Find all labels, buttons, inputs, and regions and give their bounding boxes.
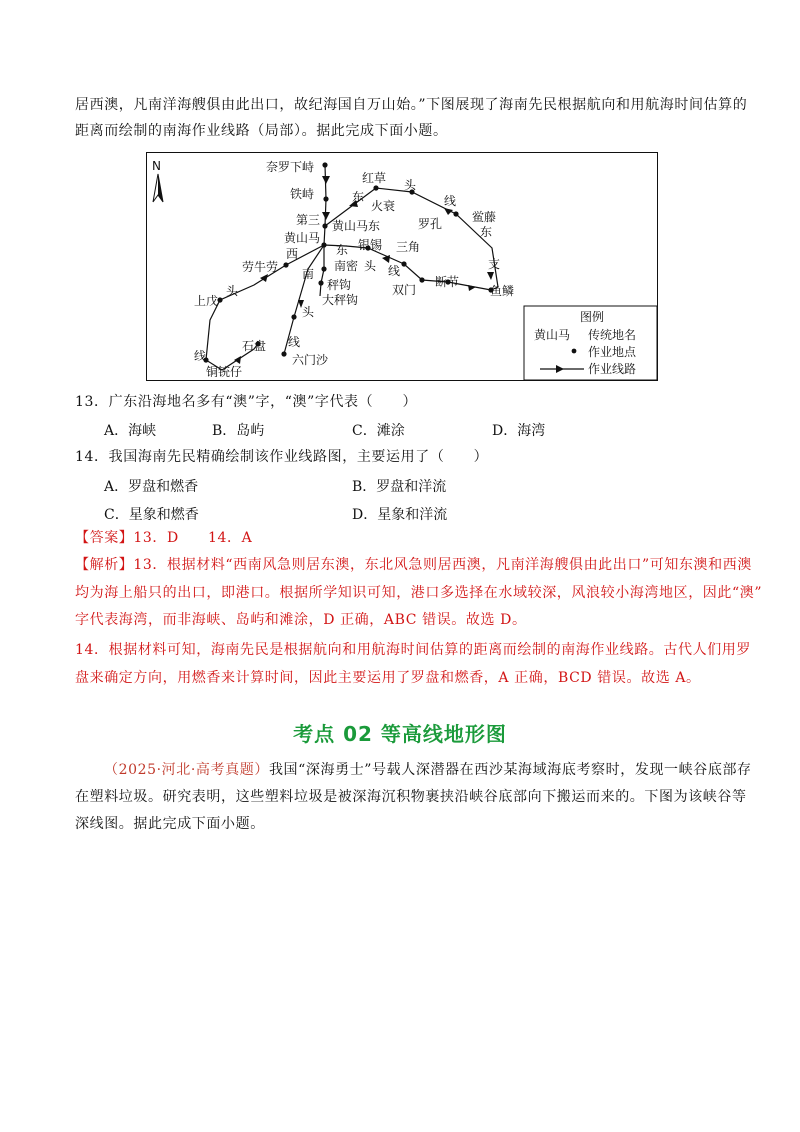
section-title: 考点 02 等高线地形图 [293,722,507,746]
route-word-xian-1: 线 [444,194,457,208]
place-duanjie: 断节 [435,275,460,289]
place-yinxi: 银锡 [358,238,383,252]
analysis-line-5: 盘来确定方向，用燃香来计算时间，因此主要运用了罗盘和燃香，A 正确，BCD 错误。故选 A。 [75,670,701,686]
route-word-xian-3: 线 [194,349,207,363]
legend-sample-name: 黄山马 [534,328,571,342]
intro-line-1: 居西澳，凡南洋海艘俱由此出口，故纪海国自万山始。”下图展现了海南先民根据航向和用航海时间估算的 [75,97,748,113]
place-sanjiao: 三角 [396,240,421,254]
q14-option-a: A．罗盘和燃香 [104,479,199,495]
place-huokou: 火衰 [371,199,396,213]
intro2-line-2: 在塑料垃圾。研究表明，这些塑料垃圾是被深海沉积物裹挟沿峡谷底部向下搬运而来的。下图为该峡谷等 [75,789,747,805]
answer-line [75,525,252,551]
legend-traditional: 传统地名 [588,328,637,342]
intro-line-2: 距离而绘制的南海作业线路（局部）。据此完成下面小题。 [75,123,448,139]
place-shipan: 石盘 [242,339,267,353]
map-legend [524,306,657,380]
north-label: N [152,159,161,173]
route-word-tou-4: 头 [302,305,315,319]
q13-stem: 13．广东沿海地名多有“澳”字，“澳”字代表（ ） [75,394,418,410]
place-nailuo: 奈罗下峙 [266,160,315,174]
place-luokong: 罗孔 [418,217,443,231]
intro2-text-1: 我国“深海勇士”号载人深潜器在西沙某海域海底考察时，发现一峡谷底部存 [268,762,752,778]
q14-stem: 14．我国海南先民精确绘制该作业线路图，主要运用了（ ） [75,449,489,465]
route-word-tou-2: 头 [364,259,377,273]
place-disan: 第三 [296,213,321,227]
intro2-line-3: 深线图。据此完成下面小题。 [75,816,265,832]
analysis-label: 【解析】 [75,557,134,573]
q14-option-b: B．罗盘和洋流 [352,479,447,495]
place-dachenggou: 大秤钩 [322,293,359,307]
intro2-source: （2025·河北·高考真题） [104,762,269,778]
q13-option-d: D．海湾 [492,423,546,439]
q13-option-c: C．滩涂 [352,423,405,439]
route-word-dong-1: 东 [352,190,365,204]
place-shuangmen: 双门 [392,283,417,297]
route-word-dong-2: 东 [480,225,493,239]
intro2-line-1 [104,757,752,783]
place-shangwu: 上戊 [194,294,219,308]
route-word-xi: 西 [286,247,299,261]
q13-option-a: A．海峡 [104,423,157,439]
analysis-line-3: 字代表海湾，而非海峡、岛屿和滩涂，D 正确，ABC 错误。故选 D。 [75,612,527,628]
place-tongtizai: 铜铳仔 [206,365,243,379]
legend-title: 图例 [580,310,605,324]
analysis-line-1 [75,552,752,578]
place-hongcao: 红草 [362,171,387,185]
place-tieshi: 铁峙 [290,187,315,201]
place-nanmi: 南密 [334,259,359,273]
q13-option-b: B．岛屿 [212,423,265,439]
route-word-tou-1: 头 [404,178,417,192]
legend-work-route: 作业线路 [588,362,637,376]
route-word-tou-3: 头 [226,284,239,298]
q14-option-c: C．星象和燃香 [104,507,199,523]
route-word-nan: 南 [302,267,315,281]
place-huangshanma: 黄山马 [284,231,321,245]
analysis-line-2: 均为海上船只的出口，即港口。根据所学知识可知，港口多选择在水域较深，风浪较小海湾地区，因此“澳” [75,585,763,601]
answer-label: 【答案】 [75,530,134,546]
place-laoniulao: 劳牛劳 [242,260,279,274]
place-liumensha: 六门沙 [292,353,329,367]
analysis-line-4: 14．根据材料可知，海南先民是根据航向和用航海时间估算的距离而绘制的南海作业线路。古代人们用罗 [75,642,752,658]
analysis-text-1: 13．根据材料“西南风急则居东澳，东北风急则居西澳，凡南洋海艘俱由此出口”可知东澳和西澳 [133,557,752,573]
place-yulin: 鱼鳞 [490,284,515,298]
place-huangshanmadong: 黄山马东 [332,219,381,233]
route-word-zhi: 支 [488,257,501,271]
place-chenggou: 秤钩 [327,278,352,292]
route-word-xian-4: 线 [288,335,301,349]
route-word-dong-3: 东 [336,243,349,257]
legend-work-site: 作业地点 [588,345,637,359]
place-tengteng: 鲎藤 [472,210,497,224]
q14-option-d: D．星象和洋流 [352,507,448,523]
route-word-xian-2: 线 [388,264,401,278]
answer-text: 13．D 14．A [133,530,253,546]
south-sea-route-map [146,152,658,381]
